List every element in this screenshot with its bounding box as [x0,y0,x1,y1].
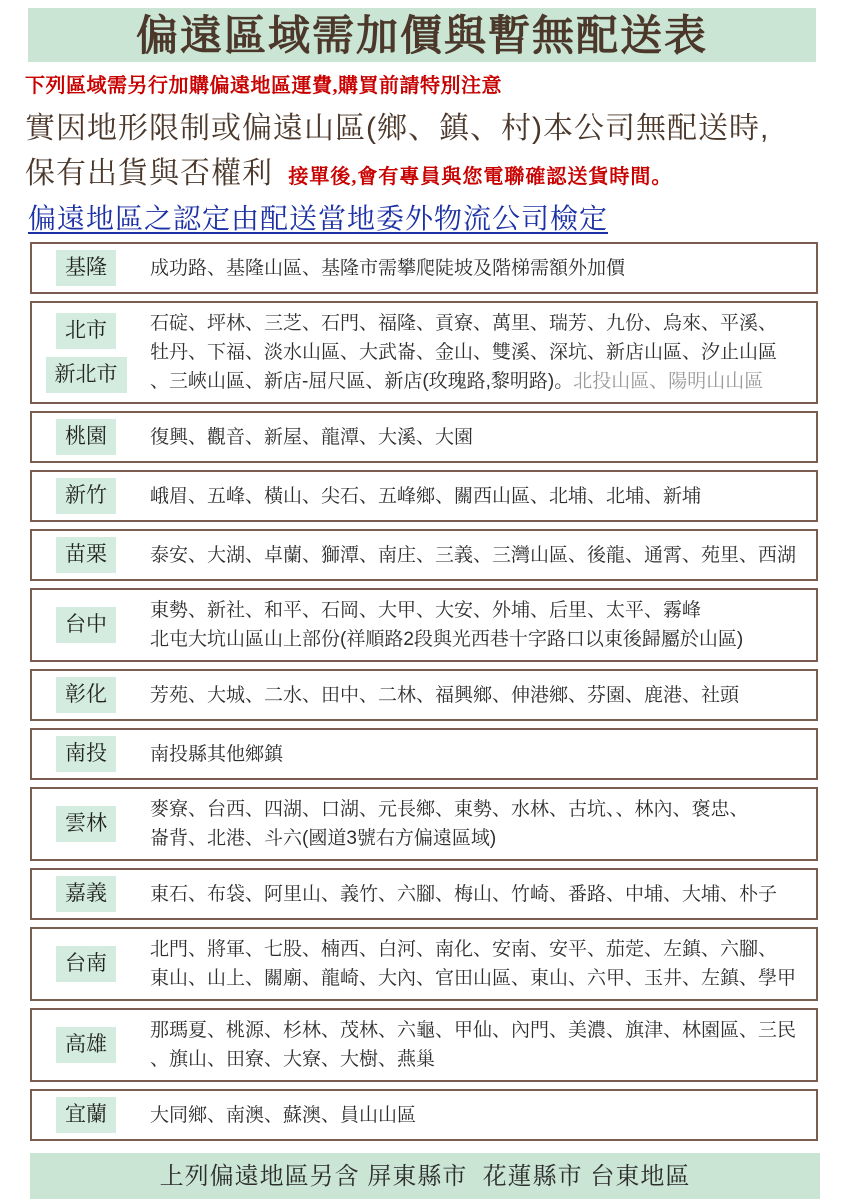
region-label-group [38,677,134,713]
region-label-group [38,250,134,286]
area-line [150,740,808,769]
table-row [30,242,818,294]
region-label: 宜蘭 [56,1097,116,1133]
region-table [30,242,818,1141]
area-line [150,964,808,993]
table-row [30,301,818,404]
remote-area-surcharge-notice [0,8,850,1190]
region-label: 新竹 [56,478,116,514]
table-row [30,669,818,721]
region-areas [150,1016,808,1074]
region-label-group [38,313,134,393]
region-label: 基隆 [56,250,116,286]
area-line-text: 石碇、坪林、三芝、石門、福隆、貢寮、萬里、瑞芳、九份、烏來、平溪、 [150,313,778,334]
region-areas [150,309,808,396]
table-row [30,728,818,780]
area-line [150,423,808,452]
region-label-group [38,537,134,573]
region-areas [150,795,808,853]
region-areas [150,596,808,654]
region-label-group [38,1097,134,1133]
table-row [30,411,818,463]
policy-line-2 [25,151,850,200]
area-line [150,935,808,964]
area-line-text: 南投縣其他鄉鎮 [150,743,284,765]
area-line-text: 、三峽山區、新店-屈尺區、新店(玫瑰路,黎明路)。 [150,371,574,392]
page-title: 偏遠區域需加價與暫無配送表 [28,8,816,62]
table-row [30,1008,818,1082]
area-line-text: 東石、布袋、阿里山、義竹、六腳、梅山、竹崎、番路、中埔、大埔、朴子 [150,883,778,905]
area-line-text: 東山、山上、關廟、龍崎、大內、官田山區、東山、六甲、玉井、左鎮、學甲 [150,968,797,989]
area-line-text: 成功路、基隆山區、基隆市需攀爬陡坡及階梯需額外加價 [150,257,626,279]
area-line [150,596,808,625]
area-line-text: 大同鄉、南澳、蘇澳、員山山區 [150,1104,417,1126]
area-line [150,1016,808,1045]
area-line-text: 北門、將軍、七股、楠西、白河、南化、安南、安平、茄萣、左鎮、六腳、 [150,939,778,960]
region-label: 台南 [56,946,116,982]
area-line [150,1045,808,1074]
area-line [150,824,808,853]
area-line-text: 東勢、新社、和平、石岡、大甲、大安、外埔、后里、太平、霧峰 [150,600,702,621]
table-row [30,868,818,920]
area-line-text: 崙背、北港、斗六(國道3號右方偏遠區域) [150,828,497,849]
footer-note: 上列偏遠地區另含 屏東縣市 花蓮縣市 台東地區 [30,1153,820,1199]
region-areas [150,740,808,769]
red-warning-text: 下列區域需另行加購偏遠地區運費,購買前請特別注意 [25,75,502,97]
region-label-group [38,607,134,643]
region-areas [150,541,808,570]
area-line-gray-text: 北投山區、陽明山山區 [573,371,764,392]
region-label-group [38,946,134,982]
area-line [150,338,808,367]
policy-line-2-main: 保有出貨與否權利 [25,157,273,190]
area-line-text: 牡丹、下福、淡水山區、大武崙、金山、雙溪、深坑、新店山區、汐止山區 [150,342,778,363]
policy-statement [25,106,850,200]
area-line [150,795,808,824]
area-line-text: 北屯大坑山區山上部份(祥順路2段與光西巷十字路口以東後歸屬於山區) [150,629,744,650]
region-label-group [38,1027,134,1063]
table-row [30,588,818,662]
region-areas [150,880,808,909]
region-label-group [38,736,134,772]
region-label: 桃園 [56,419,116,455]
table-row [30,1089,818,1141]
area-line-text: 芳苑、大城、二水、田中、二林、福興鄉、伸港鄉、芬園、鹿港、社頭 [150,684,740,706]
region-label-group [38,876,134,912]
area-line [150,367,808,396]
region-areas [150,423,808,452]
area-line [150,625,808,654]
area-line-text: 復興、觀音、新屋、龍潭、大溪、大園 [150,426,474,448]
policy-line-1: 實因地形限制或偏遠山區(鄉、鎮、村)本公司無配送時, [25,112,770,145]
region-label: 台中 [56,607,116,643]
certification-note: 偏遠地區之認定由配送當地委外物流公司檢定 [28,203,609,234]
area-line [150,482,808,511]
region-areas [150,482,808,511]
table-row [30,787,818,861]
area-line [150,541,808,570]
area-line-text: 峨眉、五峰、橫山、尖石、五峰鄉、關西山區、北埔、北埔、新埔 [150,485,702,507]
region-label-group [38,478,134,514]
area-line [150,309,808,338]
region-areas [150,681,808,710]
table-row [30,927,818,1001]
region-label: 新北市 [46,357,127,393]
region-label: 高雄 [56,1027,116,1063]
area-line [150,1101,808,1130]
region-label: 北市 [56,313,116,349]
region-label: 雲林 [56,806,116,842]
area-line-text: 那瑪夏、桃源、杉林、茂林、六龜、甲仙、內門、美濃、旗津、林園區、三民 [150,1020,797,1041]
area-line-text: 麥寮、台西、四湖、口湖、元長鄉、東勢、水林、古坑、、林內、褒忠、 [150,799,749,820]
policy-line-2-red-note: 接單後,會有專員與您電聯確認送貨時間。 [288,166,673,188]
table-row [30,470,818,522]
region-label: 彰化 [56,677,116,713]
area-line-text: 泰安、大湖、卓蘭、獅潭、南庄、三義、三灣山區、後龍、通霄、苑里、西湖 [150,544,797,566]
region-label-group [38,419,134,455]
area-line [150,880,808,909]
area-line [150,681,808,710]
region-areas [150,254,808,283]
region-areas [150,1101,808,1130]
region-label-group [38,806,134,842]
area-line-text: 、旗山、田寮、大寮、大樹、燕巢 [150,1049,436,1070]
region-label: 南投 [56,736,116,772]
region-label: 嘉義 [56,876,116,912]
table-row [30,529,818,581]
area-line [150,254,808,283]
region-label: 苗栗 [56,537,116,573]
region-areas [150,935,808,993]
